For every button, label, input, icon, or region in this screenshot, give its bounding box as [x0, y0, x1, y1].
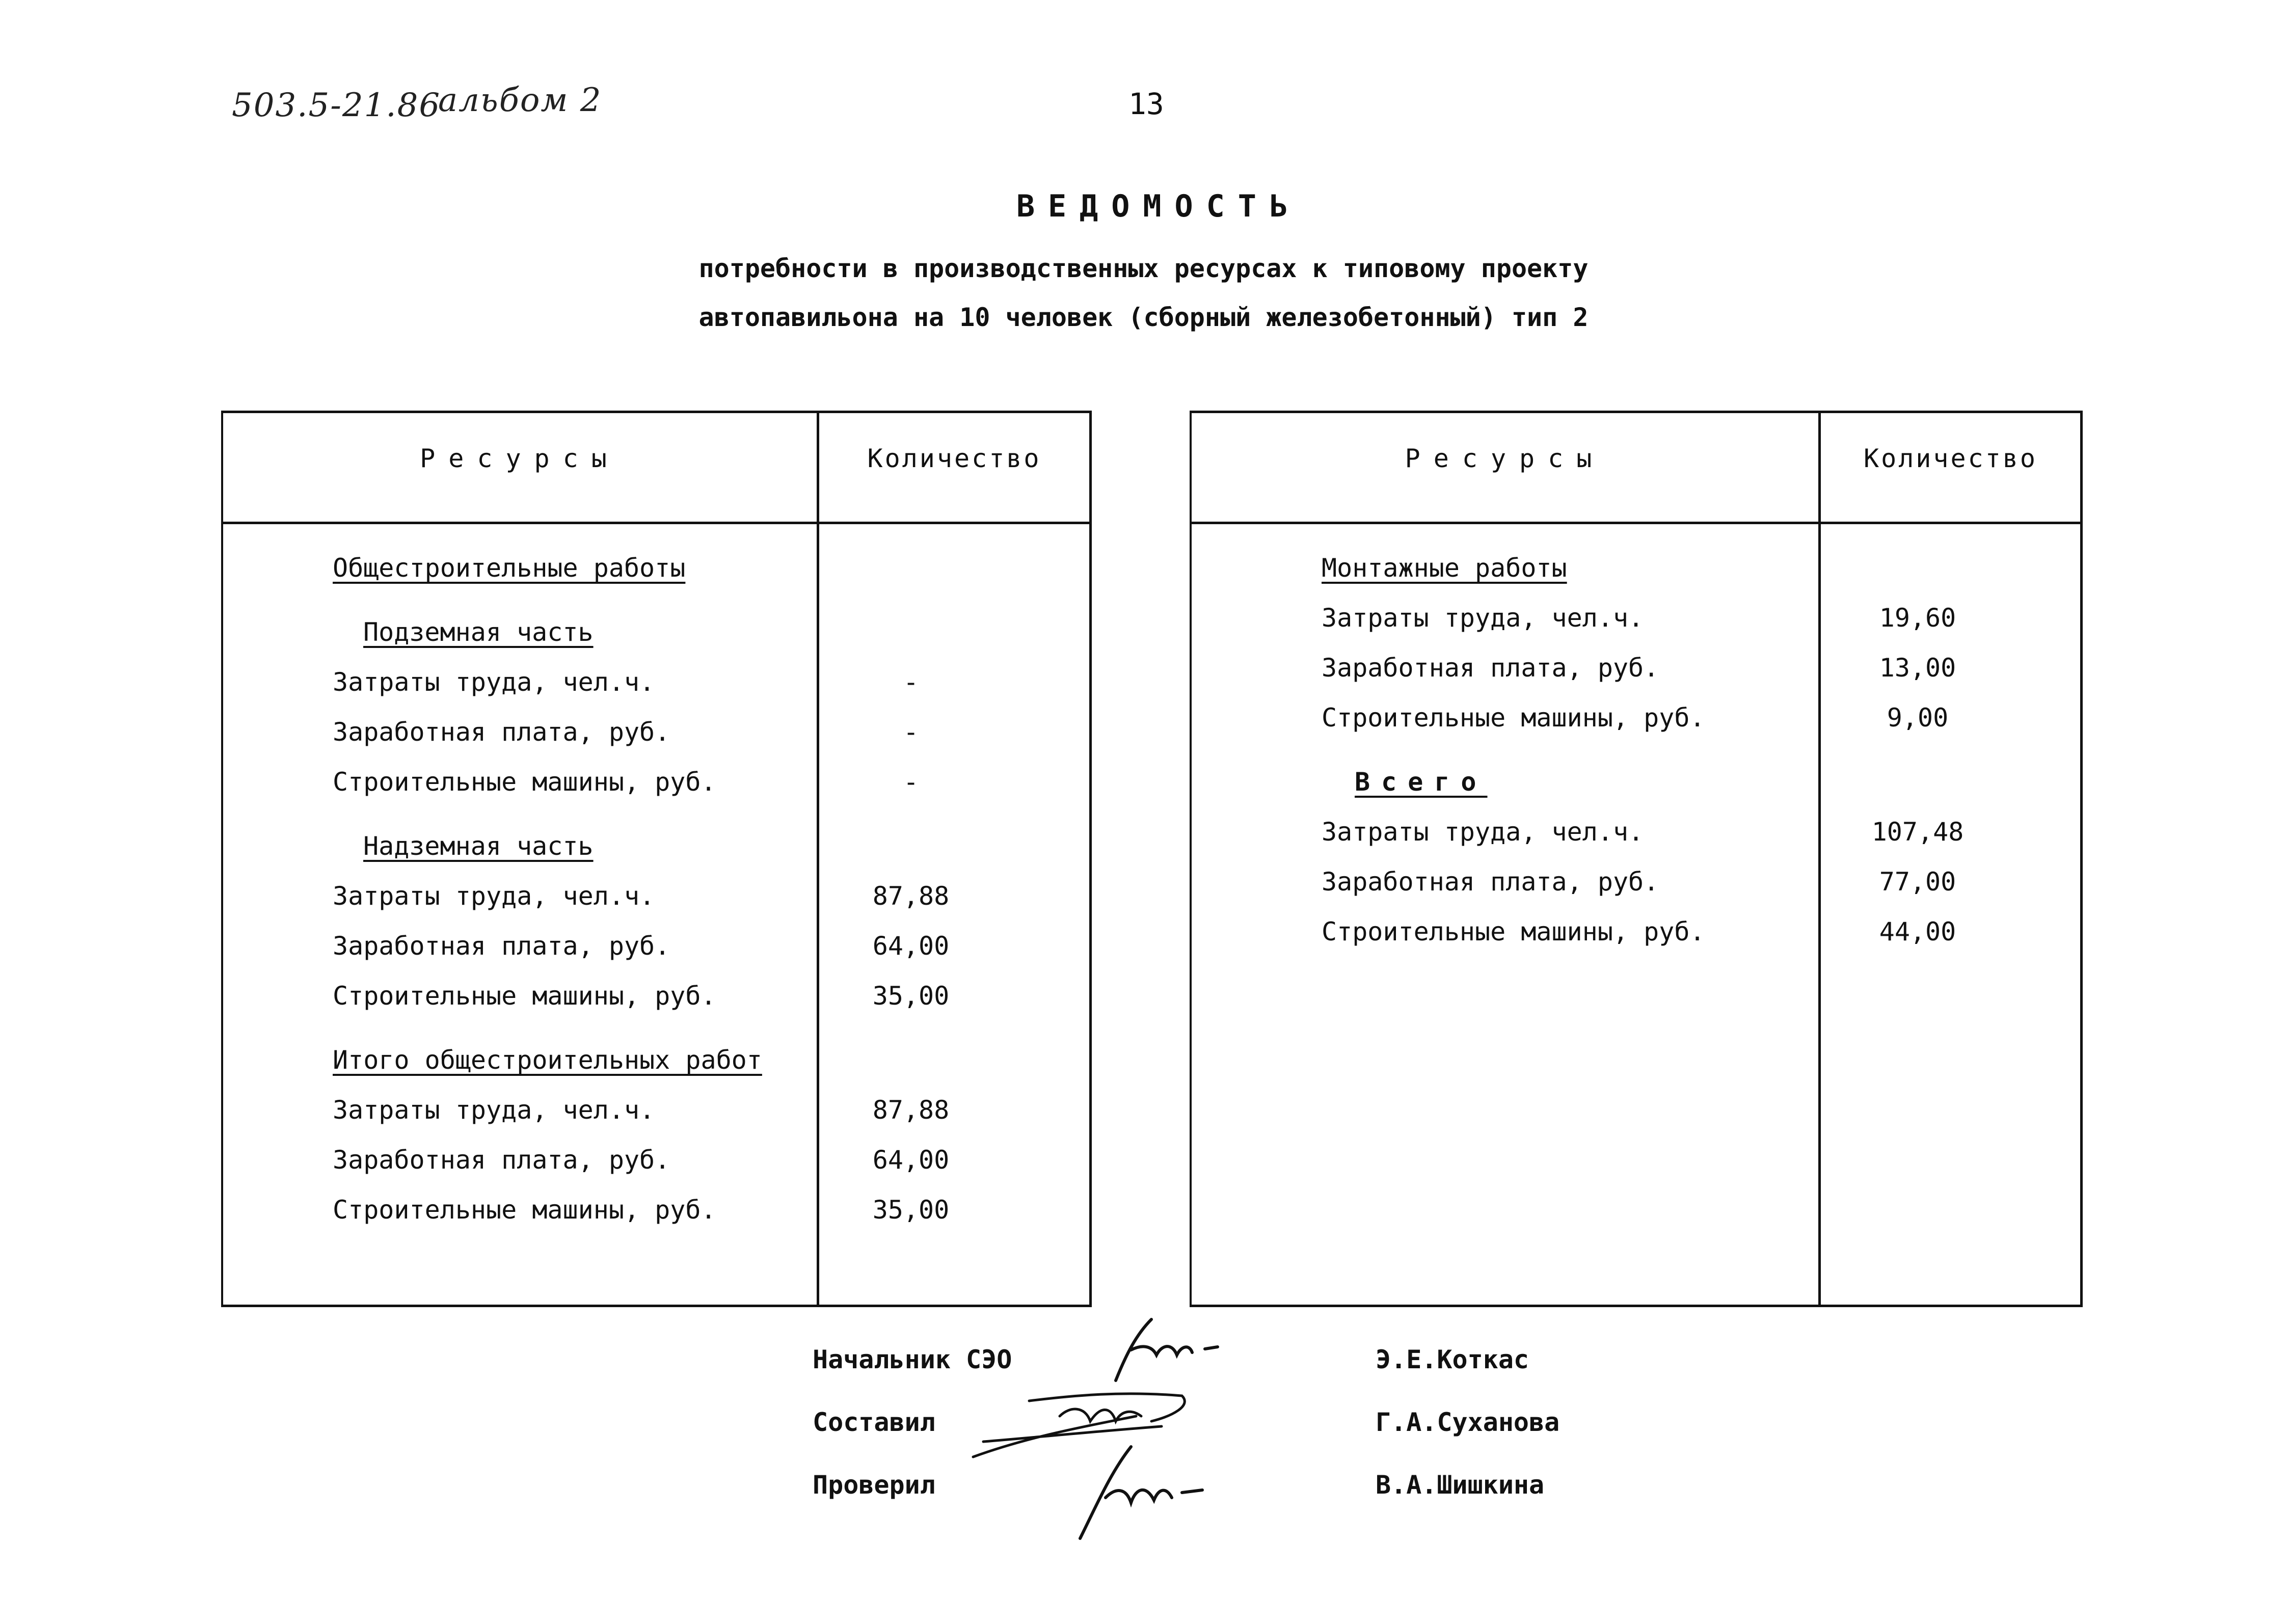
resource-label: Общестроительные работы	[333, 553, 686, 583]
signature-name-checked: В.А.Шишкина	[1376, 1470, 1545, 1500]
quantity-value: -	[903, 717, 919, 747]
header-resources: Ресурсы	[1405, 444, 1605, 473]
handwritten-signature-head	[1095, 1314, 1228, 1386]
resource-label: Подземная часть	[363, 617, 594, 647]
quantity-value: 107,48	[1871, 817, 1964, 847]
table-row	[223, 1145, 1089, 1191]
handwritten-signature-checked	[1070, 1442, 1213, 1544]
table-row	[1192, 867, 2080, 913]
resource-label: Заработная плата, руб.	[333, 717, 670, 747]
quantity-value: 44,00	[1879, 917, 1956, 946]
resource-label: Надземная часть	[363, 831, 594, 861]
quantity-value: -	[903, 767, 919, 797]
table-row	[1192, 603, 2080, 649]
handwritten-album-label: альбом 2	[438, 82, 602, 119]
handwritten-document-code: 503.5-21.86	[232, 87, 441, 124]
resource-label: Затраты труда, чел.ч.	[1322, 817, 1644, 847]
table-row	[223, 667, 1089, 713]
quantity-value: 35,00	[872, 981, 950, 1011]
resource-label: Монтажные работы	[1322, 553, 1567, 583]
table-section-row	[223, 831, 1089, 877]
left-resources-table	[221, 411, 1092, 1307]
table-row	[1192, 817, 2080, 863]
resource-label: Заработная плата, руб.	[1322, 867, 1659, 897]
header-quantity: Количество	[1863, 444, 2038, 473]
resource-label: Затраты труда, чел.ч.	[1322, 603, 1644, 633]
quantity-value: 87,88	[872, 881, 950, 911]
resource-label: Затраты труда, чел.ч.	[333, 881, 655, 911]
header-resources: Ресурсы	[420, 444, 620, 473]
table-row	[223, 717, 1089, 763]
table-row	[223, 767, 1089, 813]
quantity-value: 9,00	[1887, 703, 1949, 733]
quantity-value: 77,00	[1879, 867, 1956, 897]
quantity-value: 64,00	[872, 931, 950, 961]
quantity-value: -	[903, 667, 919, 697]
signature-role-head: Начальник СЭО	[813, 1345, 1012, 1374]
signature-name-compiled: Г.А.Суханова	[1376, 1408, 1560, 1437]
header-divider	[223, 522, 1089, 524]
table-section-row	[223, 617, 1089, 663]
quantity-value: 87,88	[872, 1095, 950, 1125]
table-row	[223, 931, 1089, 977]
resource-label: Заработная плата, руб.	[333, 931, 670, 961]
table-row	[223, 1195, 1089, 1241]
right-resources-table	[1190, 411, 2083, 1307]
document-subtitle-line-1: потребности в производственных ресурсах к типовому проекту	[698, 254, 1589, 283]
document-subtitle-line-2: автопавильона на 10 человек (сборный железобетонный) тип 2	[698, 303, 1589, 332]
table-section-row	[1192, 553, 2080, 599]
document-title: ВЕДОМОСТЬ	[1016, 188, 1302, 224]
table-section-row	[1192, 767, 2080, 813]
header-quantity: Количество	[867, 444, 1041, 473]
table-section-row	[223, 1045, 1089, 1091]
quantity-value: 19,60	[1879, 603, 1956, 633]
resource-label: Строительные машины, руб.	[1322, 917, 1705, 946]
resource-label: Строительные машины, руб.	[333, 981, 716, 1011]
table-row	[1192, 653, 2080, 699]
page-number: 13	[1128, 87, 1164, 121]
resource-label: Заработная плата, руб.	[1322, 653, 1659, 683]
table-row	[223, 1095, 1089, 1141]
signature-name-head: Э.Е.Коткас	[1376, 1345, 1529, 1374]
signature-role-checked: Проверил	[813, 1470, 935, 1500]
table-row	[223, 881, 1089, 927]
signature-role-compiled: Составил	[813, 1408, 935, 1437]
table-section-row	[223, 553, 1089, 599]
quantity-value: 64,00	[872, 1145, 950, 1175]
quantity-value: 13,00	[1879, 653, 1956, 683]
resource-label: Строительные машины, руб.	[1322, 703, 1705, 733]
resource-label: Строительные машины, руб.	[333, 767, 716, 797]
resource-label: Всего	[1355, 767, 1488, 797]
resource-label: Затраты труда, чел.ч.	[333, 667, 655, 697]
resource-label: Итого общестроительных работ	[333, 1045, 762, 1075]
table-row	[1192, 917, 2080, 963]
header-divider	[1192, 522, 2080, 524]
quantity-value: 35,00	[872, 1195, 950, 1225]
resource-label: Строительные машины, руб.	[333, 1195, 716, 1225]
table-row	[1192, 703, 2080, 749]
resource-label: Заработная плата, руб.	[333, 1145, 670, 1175]
table-row	[223, 981, 1089, 1027]
resource-label: Затраты труда, чел.ч.	[333, 1095, 655, 1125]
